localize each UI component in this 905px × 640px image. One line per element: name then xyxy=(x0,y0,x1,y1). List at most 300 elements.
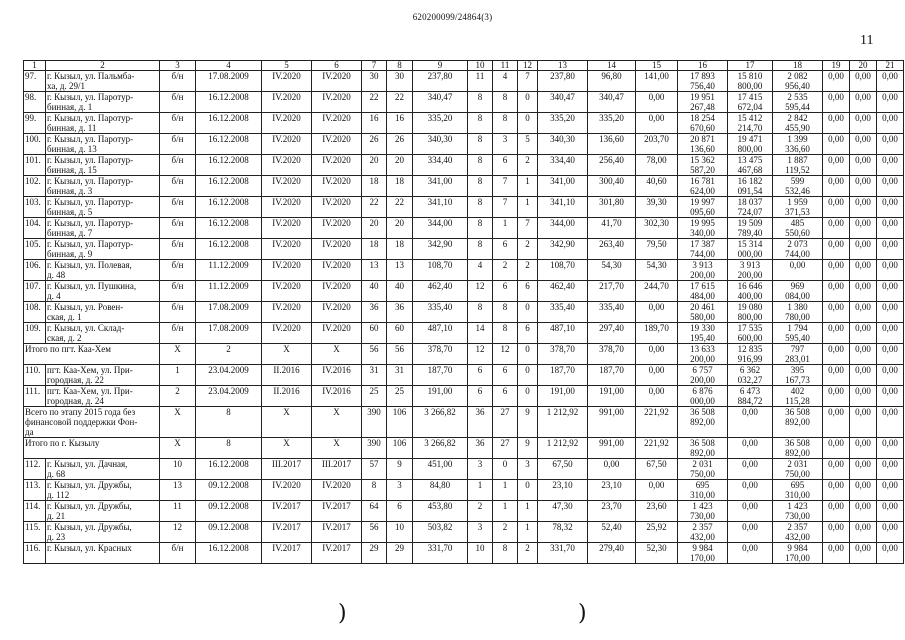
table-cell xyxy=(46,134,160,155)
table-cell: 3 xyxy=(468,522,493,543)
table-cell xyxy=(728,260,773,281)
table-cell: 20 xyxy=(387,218,413,239)
cell-text: 2 031 xyxy=(787,459,808,469)
table-cell: 0,00 xyxy=(877,344,904,365)
table-cell: 27 xyxy=(493,407,518,438)
table-cell: 0,00 xyxy=(850,281,877,302)
table-cell: 0,00 xyxy=(877,113,904,134)
cell-text: 467,68 xyxy=(737,165,763,175)
cell-text: 19 951 xyxy=(690,92,715,102)
cell-text: 395 xyxy=(790,365,805,375)
cell-text: 200,00 xyxy=(690,375,715,385)
table-cell: 10 xyxy=(387,522,413,543)
table-cell: 2 xyxy=(493,522,518,543)
table-cell xyxy=(46,113,160,134)
table-cell: 0,00 xyxy=(823,459,850,480)
table-cell: 187,70 xyxy=(413,365,468,386)
table-cell: 106 xyxy=(387,438,413,459)
cell-text: г. Кызыл, ул. Пальмба- xyxy=(47,71,135,81)
table-cell: б/н xyxy=(160,71,196,92)
table-cell: 341,10 xyxy=(413,197,468,218)
cell-text: 19 330 xyxy=(690,323,715,333)
table-cell: 2 xyxy=(46,61,160,71)
table-cell xyxy=(773,522,823,543)
table-cell xyxy=(678,323,728,344)
table-cell: 991,00 xyxy=(588,438,636,459)
table-cell xyxy=(678,543,728,564)
cell-text: 13 633 xyxy=(690,344,715,354)
cell-text: 550,60 xyxy=(785,228,810,238)
table-cell: 107. xyxy=(24,281,46,302)
table-cell: 09.12.2008 xyxy=(196,480,262,501)
table-cell: 106 xyxy=(387,407,413,438)
table-cell: 23.04.2009 xyxy=(196,386,262,407)
table-cell xyxy=(678,407,728,438)
cell-text: г. Кызыл, ул. Паротур- xyxy=(47,113,134,123)
cell-text: г. Кызыл, ул. Паротур- xyxy=(47,218,134,228)
cell-text: 1 887 xyxy=(787,155,808,165)
table-cell: 2 xyxy=(518,239,538,260)
table-cell: 2 xyxy=(518,260,538,281)
table-cell: 237,80 xyxy=(538,71,588,92)
table-cell: IV.2017 xyxy=(262,522,312,543)
cell-text: 3 913 xyxy=(739,260,761,270)
table-cell: 09.12.2008 xyxy=(196,501,262,522)
cell-text: 730,00 xyxy=(785,511,810,521)
table-cell: 0,00 xyxy=(823,155,850,176)
table-cell: 56 xyxy=(362,522,387,543)
table-cell: 237,80 xyxy=(413,71,468,92)
table-cell: 0,00 xyxy=(877,218,904,239)
table-cell xyxy=(678,344,728,365)
cell-text: г. Кызыл, ул. Пушкина, xyxy=(47,281,137,291)
table-cell: 22 xyxy=(387,197,413,218)
table-cell: 0,00 xyxy=(850,197,877,218)
table-cell: 36 xyxy=(468,438,493,459)
cell-text: 19 997 xyxy=(690,197,715,207)
table-cell: 11 xyxy=(160,501,196,522)
table-cell: 300,40 xyxy=(588,176,636,197)
table-cell: 6 xyxy=(468,365,493,386)
table-cell: 0 xyxy=(518,344,538,365)
table-cell: 0,00 xyxy=(877,480,904,501)
table-cell xyxy=(773,281,823,302)
table-cell: 57 xyxy=(362,459,387,480)
table-cell xyxy=(728,344,773,365)
table-cell: 462,40 xyxy=(413,281,468,302)
table-cell: 3 266,82 xyxy=(413,438,468,459)
table-cell: 1 xyxy=(493,480,518,501)
table-cell xyxy=(46,522,160,543)
cell-text: 587,20 xyxy=(690,165,715,175)
cell-text: 091,54 xyxy=(737,186,763,196)
cell-text: 789,40 xyxy=(737,228,763,238)
table-cell: 0,00 xyxy=(636,386,678,407)
table-cell xyxy=(728,407,773,438)
table-cell: 334,40 xyxy=(413,155,468,176)
cell-text: 136,60 xyxy=(690,144,715,154)
cell-text: 595,44 xyxy=(785,102,810,112)
table-cell xyxy=(728,71,773,92)
table-cell xyxy=(678,281,728,302)
table-cell: 102. xyxy=(24,176,46,197)
table-cell: 8 xyxy=(468,176,493,197)
table-cell xyxy=(678,365,728,386)
cell-text: Всего по этапу 2015 года без xyxy=(25,407,136,417)
table-cell: 6 xyxy=(518,323,538,344)
table-cell: 101. xyxy=(24,155,46,176)
table-cell: 16.12.2008 xyxy=(196,239,262,260)
table-cell xyxy=(46,501,160,522)
table-cell: 0,00 xyxy=(850,543,877,564)
table-cell: IV.2020 xyxy=(262,260,312,281)
table-cell: 13 xyxy=(362,260,387,281)
table-cell: 8 xyxy=(387,61,413,71)
table-cell: 0,00 xyxy=(877,260,904,281)
table-cell: 16.12.2008 xyxy=(196,155,262,176)
table-cell: 10 xyxy=(468,61,493,71)
cell-text: 1 423 xyxy=(787,501,808,511)
table-cell: IV.2020 xyxy=(312,71,362,92)
table-cell: 103. xyxy=(24,197,46,218)
table-cell: 6 xyxy=(468,386,493,407)
cell-text: г. Кызыл, ул. Дружбы, xyxy=(47,522,132,532)
cell-text: 2 842 xyxy=(787,113,808,123)
table-cell: IV.2020 xyxy=(312,155,362,176)
table-cell xyxy=(728,281,773,302)
table-cell: X xyxy=(312,344,362,365)
cell-text: 17 415 xyxy=(737,92,763,102)
cell-text: 20 461 xyxy=(690,302,715,312)
table-cell xyxy=(728,134,773,155)
table-cell: 26 xyxy=(387,134,413,155)
cell-text: пгт. Каа-Хем, ул. При- xyxy=(47,386,133,396)
table-cell: 4 xyxy=(468,260,493,281)
table-cell: 0,00 xyxy=(850,407,877,438)
cell-text: 115,28 xyxy=(785,396,810,406)
table-cell: IV.2017 xyxy=(262,543,312,564)
table-cell xyxy=(46,281,160,302)
table-cell: 47,30 xyxy=(538,501,588,522)
table-cell: 8 xyxy=(196,438,262,459)
table-cell: IV.2020 xyxy=(262,176,312,197)
table-cell xyxy=(773,459,823,480)
table-cell: 263,40 xyxy=(588,239,636,260)
table-cell: IV.2020 xyxy=(312,323,362,344)
table-cell: 256,40 xyxy=(588,155,636,176)
table-cell: 0,00 xyxy=(877,386,904,407)
table-cell: 390 xyxy=(362,407,387,438)
table-row xyxy=(24,260,904,281)
table-cell: 22 xyxy=(362,197,387,218)
table-cell xyxy=(24,407,160,438)
cell-text: 3 913 xyxy=(692,260,713,270)
cell-text: 624,00 xyxy=(690,186,715,196)
table-cell: 8 xyxy=(493,113,518,134)
table-cell: 40,60 xyxy=(636,176,678,197)
table-cell: 9 xyxy=(387,459,413,480)
table-cell: 16.12.2008 xyxy=(196,459,262,480)
table-cell: 23,60 xyxy=(636,501,678,522)
cell-text: 36 508 xyxy=(785,438,810,448)
cell-text: 756,40 xyxy=(690,81,715,91)
table-cell xyxy=(24,344,160,365)
table-cell xyxy=(773,365,823,386)
table-cell: 0,00 xyxy=(823,281,850,302)
table-cell: 6 xyxy=(518,281,538,302)
table-cell: 27 xyxy=(493,438,518,459)
cell-text: бинная, д. 15 xyxy=(47,165,97,175)
table-cell: 0,00 xyxy=(877,522,904,543)
cell-text: 1 794 xyxy=(787,323,808,333)
table-cell xyxy=(46,239,160,260)
cell-text: 0,00 xyxy=(742,501,758,511)
table-cell: 4 xyxy=(196,61,262,71)
table-cell: 244,70 xyxy=(636,281,678,302)
cell-text: 000,00 xyxy=(737,249,763,259)
table-cell: 56 xyxy=(387,344,413,365)
table-cell: 79,50 xyxy=(636,239,678,260)
table-cell: б/н xyxy=(160,239,196,260)
table-cell: 0,00 xyxy=(850,386,877,407)
table-cell: 8 xyxy=(468,218,493,239)
bottom-marks xyxy=(0,601,905,631)
cell-text: 19 509 xyxy=(737,218,763,228)
table-cell: 2 xyxy=(518,543,538,564)
table-cell: 6 xyxy=(387,501,413,522)
table-cell: 2 xyxy=(468,501,493,522)
table-cell: 0 xyxy=(518,386,538,407)
cell-text: 283,01 xyxy=(785,354,810,364)
table-cell xyxy=(678,134,728,155)
table-cell: 25 xyxy=(387,386,413,407)
table-cell: 0,00 xyxy=(823,71,850,92)
table-cell: 297,40 xyxy=(588,323,636,344)
table-cell xyxy=(728,543,773,564)
table-cell: 1 212,92 xyxy=(538,407,588,438)
table-cell: 12 xyxy=(160,522,196,543)
table-cell xyxy=(728,92,773,113)
cell-text: 0,00 xyxy=(742,459,758,469)
table-cell: 0,00 xyxy=(823,365,850,386)
table-cell: 67,50 xyxy=(636,459,678,480)
document-number: 620200099/24864(3) xyxy=(412,12,493,22)
table-cell: 31 xyxy=(387,365,413,386)
cell-text: 167,73 xyxy=(785,375,810,385)
table-cell xyxy=(728,365,773,386)
table-cell: 29 xyxy=(387,543,413,564)
table-cell: 331,70 xyxy=(538,543,588,564)
table-cell: 0,00 xyxy=(850,522,877,543)
table-row xyxy=(24,501,904,522)
table-cell: 136,60 xyxy=(588,134,636,155)
table-cell: 0,00 xyxy=(877,176,904,197)
table-cell xyxy=(46,323,160,344)
table-row xyxy=(24,218,904,239)
table-cell: 7 xyxy=(362,61,387,71)
table-cell: 0,00 xyxy=(823,92,850,113)
table-cell: 0,00 xyxy=(877,92,904,113)
table-cell: б/н xyxy=(160,197,196,218)
table-cell: 342,90 xyxy=(413,239,468,260)
table-cell: 487,10 xyxy=(413,323,468,344)
table-cell: 100. xyxy=(24,134,46,155)
table-cell: 191,00 xyxy=(538,386,588,407)
table-cell: 2 xyxy=(196,344,262,365)
table-cell: 0 xyxy=(518,302,538,323)
table-cell: 111. xyxy=(24,386,46,407)
table-row xyxy=(24,239,904,260)
table-cell: 378,70 xyxy=(538,344,588,365)
table-cell: 30 xyxy=(387,71,413,92)
table-cell: 14 xyxy=(588,61,636,71)
table-cell xyxy=(678,302,728,323)
table-cell: 12 xyxy=(493,344,518,365)
cell-text: г. Кызыл, ул. Паротур- xyxy=(47,197,134,207)
table-cell: 378,70 xyxy=(588,344,636,365)
cell-text: 6 362 xyxy=(739,365,761,375)
table-row xyxy=(24,197,904,218)
table-cell: 18 xyxy=(387,239,413,260)
table-cell: 64 xyxy=(362,501,387,522)
table-cell xyxy=(728,113,773,134)
table-cell: 18 xyxy=(387,176,413,197)
table-row xyxy=(24,134,904,155)
cell-text: д. 23 xyxy=(47,532,66,542)
table-cell: IV.2020 xyxy=(262,71,312,92)
table-cell xyxy=(773,239,823,260)
cell-text: 724,07 xyxy=(737,207,763,217)
table-row xyxy=(24,155,904,176)
cell-text: 595,40 xyxy=(785,333,810,343)
table-cell: 0,00 xyxy=(823,522,850,543)
cell-text: 16 646 xyxy=(737,281,763,291)
table-cell: 335,40 xyxy=(413,302,468,323)
table-cell: 8 xyxy=(468,134,493,155)
table-cell: 0,00 xyxy=(823,543,850,564)
table-cell xyxy=(46,197,160,218)
cell-text: 744,00 xyxy=(690,249,715,259)
table-cell: 36 xyxy=(362,302,387,323)
table-cell: 0,00 xyxy=(823,176,850,197)
table-cell: 335,20 xyxy=(538,113,588,134)
table-cell: 203,70 xyxy=(636,134,678,155)
table-cell: 0,00 xyxy=(877,197,904,218)
table-cell: 0,00 xyxy=(877,71,904,92)
table-cell: 0,00 xyxy=(823,197,850,218)
cell-text: Итого по пгт. Каа-Хем xyxy=(25,344,111,354)
table-cell: 0,00 xyxy=(823,344,850,365)
cell-text: 884,72 xyxy=(737,396,763,406)
table-cell: 1 xyxy=(160,365,196,386)
cell-text: 336,60 xyxy=(785,144,810,154)
cell-text: 484,00 xyxy=(690,291,715,301)
cell-text: 916,99 xyxy=(737,354,763,364)
table-cell: 20 xyxy=(362,218,387,239)
table-cell: 331,70 xyxy=(413,543,468,564)
cell-text: 119,52 xyxy=(785,165,810,175)
table-cell: 0,00 xyxy=(877,281,904,302)
table-cell: 16 xyxy=(362,113,387,134)
table-cell: X xyxy=(262,344,312,365)
table-cell: X xyxy=(312,407,362,438)
table-cell: 114. xyxy=(24,501,46,522)
table-cell: 40 xyxy=(387,281,413,302)
table-cell xyxy=(773,302,823,323)
table-cell: IV.2017 xyxy=(262,501,312,522)
table-cell: 1 xyxy=(518,522,538,543)
table-cell: 0,00 xyxy=(823,260,850,281)
table-cell: 106. xyxy=(24,260,46,281)
table-cell xyxy=(678,92,728,113)
table-cell: 5 xyxy=(262,61,312,71)
cell-text: 0,00 xyxy=(742,543,758,553)
table-cell: II.2016 xyxy=(262,365,312,386)
table-cell: IV.2020 xyxy=(312,113,362,134)
cell-text: 36 508 xyxy=(785,407,810,417)
table-cell: 221,92 xyxy=(636,407,678,438)
table-cell: IV.2020 xyxy=(262,480,312,501)
table-cell: 0,00 xyxy=(823,407,850,438)
table-cell xyxy=(678,155,728,176)
table-row xyxy=(24,480,904,501)
table-cell: 8 xyxy=(468,197,493,218)
cell-text: пгт. Каа-Хем, ул. При- xyxy=(47,365,133,375)
table-cell: 108,70 xyxy=(413,260,468,281)
cell-text: бинная, д. 11 xyxy=(47,123,97,133)
table-cell: 0,00 xyxy=(636,365,678,386)
table-cell: 110. xyxy=(24,365,46,386)
cell-text: г. Кызыл, ул. Паротур- xyxy=(47,155,134,165)
table-row xyxy=(24,365,904,386)
cell-text: 170,00 xyxy=(690,553,715,563)
table-cell: 25,92 xyxy=(636,522,678,543)
table-cell: б/н xyxy=(160,113,196,134)
table-cell: 0,00 xyxy=(850,323,877,344)
cell-text: 195,40 xyxy=(690,333,715,343)
table-cell: 113. xyxy=(24,480,46,501)
table-cell: 7 xyxy=(518,71,538,92)
table-cell: 1 xyxy=(518,197,538,218)
cell-text: 170,00 xyxy=(785,553,810,563)
cell-text: 532,46 xyxy=(785,186,810,196)
cell-text: г. Кызыл, ул. Паротур- xyxy=(47,92,134,102)
cell-text: 17 535 xyxy=(737,323,763,333)
table-cell: X xyxy=(262,407,312,438)
table-cell: 8 xyxy=(493,92,518,113)
table-cell: 67,50 xyxy=(538,459,588,480)
table-cell: 13 xyxy=(160,480,196,501)
table-cell: 60 xyxy=(387,323,413,344)
table-cell: 52,40 xyxy=(588,522,636,543)
cell-text: г. Кызыл, ул. Полевая, xyxy=(47,260,132,270)
table-row xyxy=(24,323,904,344)
table-cell: 503,82 xyxy=(413,522,468,543)
table-cell: 335,20 xyxy=(413,113,468,134)
table-cell: 7 xyxy=(493,176,518,197)
cell-text: 6 757 xyxy=(692,365,713,375)
table-cell: 0,00 xyxy=(850,344,877,365)
table-cell: 0,00 xyxy=(877,302,904,323)
table-cell xyxy=(728,438,773,459)
table-cell: 97. xyxy=(24,71,46,92)
table-cell: 12 xyxy=(518,61,538,71)
cell-text: 267,48 xyxy=(690,102,715,112)
table-cell xyxy=(678,218,728,239)
table-cell xyxy=(773,260,823,281)
table-cell: 0,00 xyxy=(877,543,904,564)
table-cell: 109. xyxy=(24,323,46,344)
